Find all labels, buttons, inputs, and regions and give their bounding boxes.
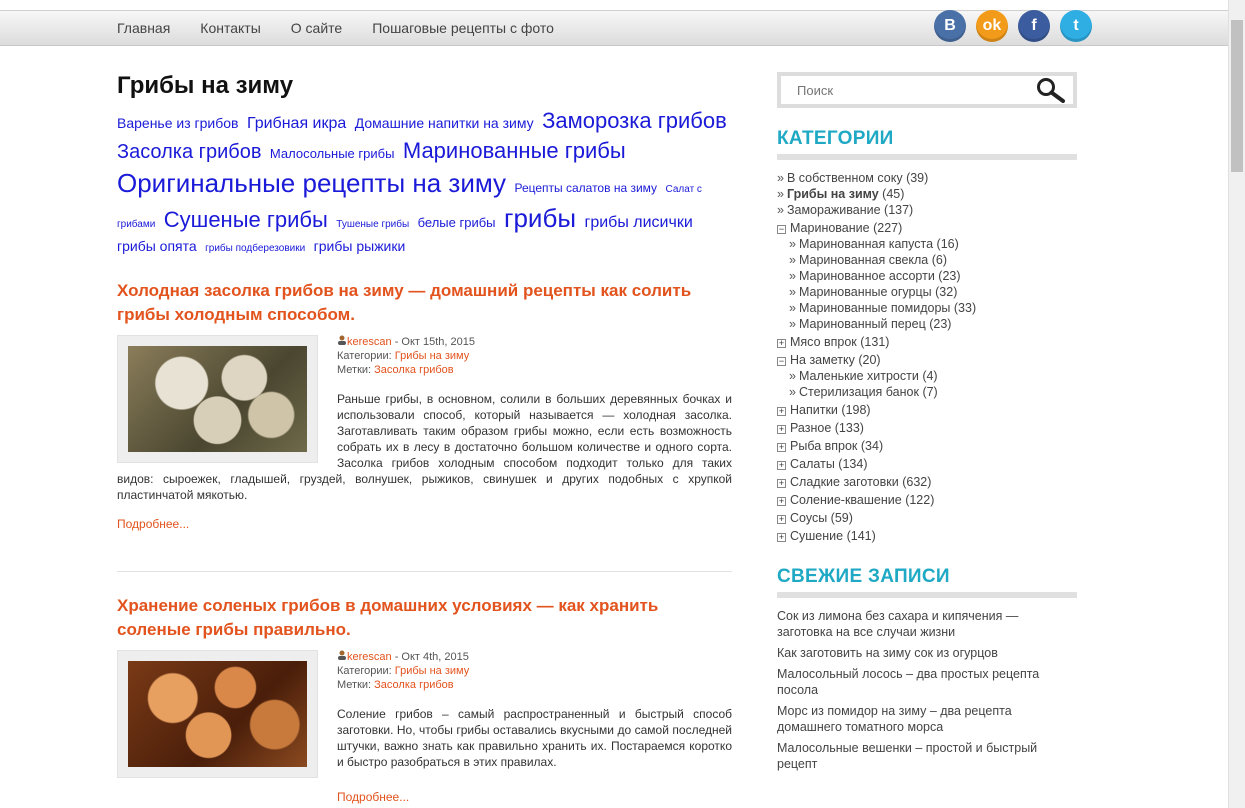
expand-icon[interactable]: + [778, 442, 785, 452]
odnoklassniki-icon[interactable]: ok [976, 10, 1008, 42]
category-count: (227) [873, 221, 903, 235]
tag-link[interactable]: Засолка грибов [374, 364, 454, 377]
category-link[interactable]: Сладкие заготовки [790, 475, 899, 489]
category-count: (16) [936, 237, 959, 251]
category-item [777, 220, 1077, 236]
category-item [777, 284, 1077, 300]
category-item [777, 438, 1077, 454]
category-link[interactable]: В собственном соку [786, 171, 903, 185]
sidebar [777, 72, 1077, 777]
author-avatar-icon [337, 336, 347, 348]
category-item [777, 402, 1077, 418]
nav-home[interactable]: Главная [117, 20, 171, 36]
tag-link[interactable]: грибы [503, 202, 577, 233]
category-item [777, 300, 1077, 316]
category-item [777, 316, 1077, 332]
category-count: (33) [953, 301, 977, 315]
tag-link[interactable]: грибы опята [117, 237, 197, 254]
category-count: (45) [882, 187, 905, 201]
category-link[interactable]: Соление-квашение [790, 493, 902, 507]
bullet-icon: » [789, 269, 796, 283]
category-link[interactable]: Салаты [790, 457, 835, 471]
category-item [777, 186, 1077, 202]
bullet-icon: » [789, 253, 796, 267]
tag-link[interactable]: Оригинальные рецепты на зиму [117, 167, 507, 198]
post-thumbnail[interactable] [117, 650, 318, 778]
expand-icon[interactable]: + [778, 532, 785, 542]
category-item [777, 528, 1077, 544]
category-item [777, 456, 1077, 472]
category-count: (6) [931, 253, 948, 267]
expand-icon[interactable]: + [778, 338, 785, 348]
tag-link[interactable]: грибы лисички [584, 213, 693, 231]
tag-link[interactable]: Салат с грибами [117, 183, 702, 230]
category-link[interactable]: Рыба впрок [790, 439, 858, 453]
expand-icon[interactable]: + [778, 496, 785, 506]
main-menu [117, 11, 584, 45]
category-item [777, 202, 1077, 218]
bullet-icon: » [777, 187, 784, 201]
read-more-link[interactable]: Подробнее... [337, 790, 410, 805]
bullet-icon: » [789, 385, 796, 399]
recent-post-item[interactable]: Малосольный лосось – два простых рецепта посола [777, 667, 1040, 697]
category-link[interactable]: Маринованный перец [798, 317, 926, 331]
tag-link[interactable]: Сушеные грибы [163, 206, 328, 232]
category-count: (133) [834, 421, 864, 435]
tag-link[interactable]: Тушеные грибы [336, 218, 410, 230]
mushroom-photo [128, 661, 307, 767]
tag-link[interactable]: Маринованные грибы [402, 137, 626, 163]
recent-post-item[interactable]: Как заготовить на зиму сок из огурцов [777, 646, 998, 660]
category-item [777, 252, 1077, 268]
category-link[interactable]: Грибы на зиму [394, 350, 470, 363]
recent-posts-title: СВЕЖИЕ ЗАПИСИ [777, 566, 1077, 598]
category-link[interactable]: Маленькие хитрости [798, 369, 919, 383]
category-count: (632) [902, 475, 932, 489]
author-link[interactable]: kerescan [347, 651, 392, 664]
category-count: (34) [860, 439, 884, 453]
recent-post-item[interactable]: Морс из помидор на зиму – два рецепта домашнего томатного морса [777, 704, 1012, 734]
category-item [777, 474, 1077, 490]
tag-link[interactable]: Засолка грибов [117, 140, 262, 163]
facebook-icon[interactable]: f [1018, 10, 1050, 42]
category-item [777, 334, 1077, 350]
tag-link[interactable]: Рецепты салатов на зиму [514, 180, 658, 195]
category-count: (198) [841, 403, 871, 417]
category-count: (122) [905, 493, 935, 507]
post [117, 279, 732, 531]
bullet-icon: » [777, 171, 784, 185]
category-count: (39) [906, 171, 929, 185]
category-link[interactable]: Мясо впрок [790, 335, 857, 349]
category-count: (23) [938, 269, 961, 283]
post-list [117, 279, 732, 804]
bullet-icon: » [789, 317, 796, 331]
search-inner [781, 76, 1073, 104]
post-body [117, 335, 732, 503]
tag-link[interactable]: Домашние напитки на зиму [354, 115, 534, 131]
category-link[interactable]: Разное [790, 421, 832, 435]
category-count: (4) [922, 369, 938, 383]
category-count: (20) [858, 353, 881, 367]
category-link[interactable]: Маринованная свекла [798, 253, 929, 267]
post-title[interactable]: Хранение соленых грибов в домашних условиях — как хранить соленые грибы правильно. [117, 596, 659, 640]
categories-list [777, 170, 1077, 544]
nav-step-recipes[interactable]: Пошаговые рецепты с фото [372, 20, 554, 36]
category-link[interactable]: Грибы на зиму [394, 665, 470, 678]
category-item [777, 492, 1077, 508]
category-link[interactable]: Маринованные помидоры [798, 301, 951, 315]
category-link[interactable]: Сушение [790, 529, 844, 543]
category-link[interactable]: Замораживание [786, 203, 881, 217]
tags-label: Метки: [337, 364, 375, 377]
post [117, 594, 732, 804]
tag-link[interactable]: Варенье из грибов [117, 115, 239, 131]
author-link[interactable]: kerescan [347, 336, 392, 349]
post-date: - Окт 15th, 2015 [391, 336, 475, 349]
tag-link[interactable]: грибы рыжики [313, 237, 406, 254]
post-thumbnail[interactable] [117, 335, 318, 463]
category-link[interactable]: На заметку [790, 353, 855, 367]
expand-icon[interactable]: + [778, 460, 785, 470]
post-excerpt: Соление грибов – самый распространенный и быстрый способ заготовки. Но, чтобы грибы оставались вкусными до самой последней штучки, важно знать как правильно хранить их. Постараемся коротко и быстро разобраться в этих правилах. [337, 707, 732, 770]
recent-posts-list [777, 608, 1077, 772]
category-link[interactable]: Стерилизация банок [798, 385, 919, 399]
collapse-icon[interactable]: − [778, 224, 785, 234]
search-icon[interactable] [1035, 77, 1067, 108]
category-link[interactable]: Маринованное ассорти [798, 269, 935, 283]
author-avatar-icon [337, 651, 347, 663]
category-item [777, 268, 1077, 284]
categories-title: КАТЕГОРИИ [777, 128, 1077, 160]
tag-link[interactable]: Грибная икра [246, 115, 347, 132]
category-count: (141) [846, 529, 876, 543]
tag-link[interactable]: Засолка грибов [374, 679, 454, 692]
post-title[interactable]: Холодная засолка грибов на зиму — домашний рецепты как солить грибы холодным способом. [117, 281, 692, 325]
category-link[interactable]: Грибы на зиму [786, 187, 879, 201]
category-item [777, 236, 1077, 252]
scrollbar[interactable] [1228, 0, 1245, 808]
category-item [777, 420, 1077, 436]
post-divider [117, 571, 732, 572]
category-count: (137) [884, 203, 914, 217]
category-item [777, 384, 1077, 400]
expand-icon[interactable]: + [778, 406, 785, 416]
expand-icon[interactable]: + [778, 424, 785, 434]
tag-link[interactable]: белые грибы [417, 214, 496, 230]
category-count: (23) [929, 317, 952, 331]
post-date: - Окт 4th, 2015 [391, 651, 469, 664]
search-box [777, 72, 1077, 108]
nav-about[interactable]: О сайте [290, 20, 343, 36]
tag-link[interactable]: Заморозка грибов [542, 108, 727, 133]
page-title: Грибы на зиму [117, 72, 294, 99]
bullet-icon: » [789, 301, 796, 315]
post-body [117, 650, 732, 782]
category-item [777, 368, 1077, 384]
tag-link[interactable]: Малосольные грибы [269, 145, 395, 161]
twitter-icon[interactable]: t [1060, 10, 1092, 42]
nav-contacts[interactable]: Контакты [200, 20, 261, 36]
social-links [934, 10, 1102, 42]
category-count: (32) [935, 285, 958, 299]
category-link[interactable]: Маринование [790, 221, 870, 235]
search-input[interactable] [781, 76, 1021, 104]
category-count: (7) [922, 385, 938, 399]
vk-icon[interactable]: В [934, 10, 966, 42]
categories-label: Категории: [337, 350, 395, 363]
category-link[interactable]: Напитки [790, 403, 838, 417]
read-more-link[interactable]: Подробнее... [117, 517, 190, 532]
collapse-icon[interactable]: − [778, 356, 785, 366]
main-content [117, 72, 732, 804]
category-item [777, 170, 1077, 186]
bullet-icon: » [789, 285, 796, 299]
category-item [777, 510, 1077, 526]
expand-icon[interactable]: + [778, 514, 785, 524]
bullet-icon: » [789, 237, 796, 251]
mushroom-photo [128, 346, 307, 452]
category-link[interactable]: Маринованные огурцы [798, 285, 932, 299]
tags-label: Метки: [337, 679, 375, 692]
category-count: (131) [860, 335, 890, 349]
category-link[interactable]: Маринованная капуста [798, 237, 934, 251]
category-count: (134) [838, 457, 868, 471]
tag-link[interactable]: грибы подберезовики [205, 242, 306, 254]
scrollbar-thumb[interactable] [1231, 20, 1243, 172]
recent-post-item[interactable]: Малосольные вешенки – простой и быстрый рецепт [777, 741, 1038, 771]
tag-cloud [117, 106, 732, 257]
expand-icon[interactable]: + [778, 478, 785, 488]
category-item [777, 352, 1077, 368]
bullet-icon: » [789, 369, 796, 383]
post-excerpt: Раньше грибы, в основном, солили в больших деревянных бочках и использовали способ, который называется — холодная засолка. Заготавливать таким образом грибы можно, если есть возможность собрать их в лесу в достаточно большом количестве и одного сорта. Засолка грибов холодным способом подходит только для таких видов: сыроежек, гладышей, груздей, волнушек, рыжиков, свинушек и других подобных с хрупкой пластинчатой мякотью. [117, 392, 732, 503]
categories-label: Категории: [337, 665, 395, 678]
category-count: (59) [830, 511, 853, 525]
bullet-icon: » [777, 203, 784, 217]
recent-post-item[interactable]: Сок из лимона без сахара и кипячения — заготовка на все случаи жизни [777, 609, 1019, 639]
category-link[interactable]: Соусы [790, 511, 828, 525]
